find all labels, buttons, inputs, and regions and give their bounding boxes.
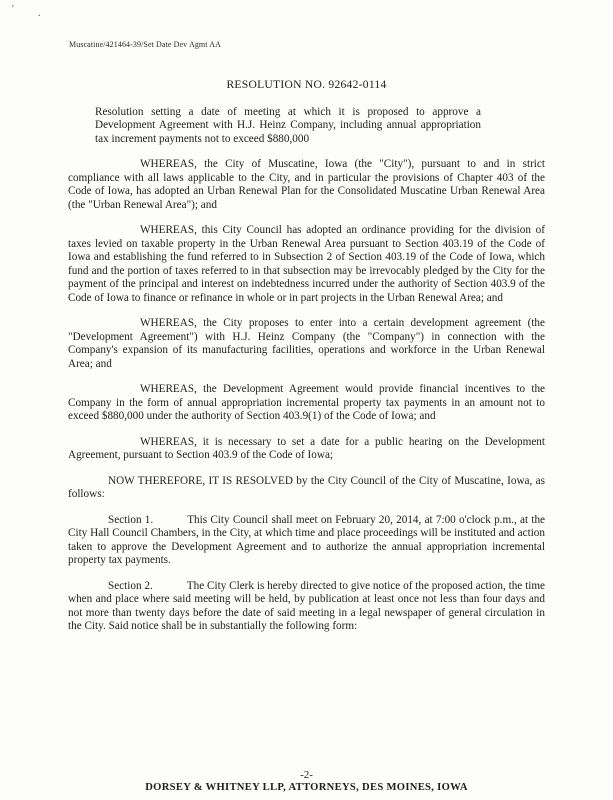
- section-1-label: Section 1.: [108, 513, 154, 526]
- whereas-paragraph-2: WHEREAS, this City Council has adopted an ordinance providing for the division of taxes levied on taxable property in the Urban Renewal Area pursuant to Section 403.19 of the Code of Iowa and establishing the fund referred to in Subsection 2 of Section 403.19 of the Code of Iowa, which fund and the portion of taxes referred to in that subsection may be irrevocably pledged by the City for the payment of the principal and interest on indebtedness incurred under the authority of Section 403.9 of the Code of Iowa to finance or refinance in whole or in part projects in the Urban Renewal Area; and: [68, 224, 545, 304]
- whereas-paragraph-1: WHEREAS, the City of Muscatine, Iowa (the "City"), pursuant to and in strict compliance with all laws applicable to the City, and in particular the provisions of Chapter 403 of the Code of Iowa, has adopted an Urban Renewal Plan for the Consolidated Muscatine Urban Renewal Area (the "Urban Renewal Area"); and: [68, 158, 545, 211]
- section-1-paragraph: [68, 514, 545, 568]
- attorneys-line: DORSEY & WHITNEY LLP, ATTORNEYS, DES MOINES, IOWA: [145, 782, 468, 793]
- whereas-paragraph-3: WHEREAS, the City proposes to enter into a certain development agreement (the "Development Agreement") with H.J. Heinz Company (the "Company") in connection with the Company's expansion of its manufacturing facilities, operations and workforce in the Urban Renewal Area; and: [68, 317, 545, 370]
- section-2-label: Section 2.: [108, 579, 153, 592]
- whereas-paragraph-4: WHEREAS, the Development Agreement would provide financial incentives to the Company in the form of annual appropriation incremental property tax payments in an amount not to exceed $880,000 under the authority of Section 403.9(1) of the Code of Iowa; and: [68, 383, 545, 422]
- resolution-summary: Resolution setting a date of meeting at which it is proposed to approve a Development Agreement with H.J. Heinz Company, including annual appropriation tax increment payments not to exceed $880,000: [95, 105, 481, 145]
- file-reference: Muscatine/421464-39/Set Date Dev Agmt AA: [69, 40, 221, 49]
- section-2-text: The City Clerk is hereby directed to give notice of the proposed action, the time when and place where said meeting will be held, by publication at least once not less than four days and not more than twenty days before the date of said meeting in a legal newspaper of general circulation in the City. Said notice shall be in substantially the following form:: [68, 579, 545, 632]
- resolved-paragraph: NOW THEREFORE, IT IS RESOLVED by the City Council of the City of Muscatine, Iowa, as follows:: [68, 474, 545, 500]
- scan-artifact: .: [38, 8, 41, 19]
- resolution-title: RESOLUTION NO. 92642-0114: [226, 78, 387, 91]
- section-1-text: This City Council shall meet on February 20, 2014, at 7:00 o'clock p.m., at the City Hall Council Chambers, in the City, at which time and place proceedings will be instituted and action taken to approve the Development Agreement and to authorize the annual appropriation incremental property tax payments.: [68, 513, 546, 566]
- whereas-paragraph-5: WHEREAS, it is necessary to set a date for a public hearing on the Development Agreement, pursuant to Section 403.9 of the Code of Iowa;: [68, 435, 545, 461]
- page-number: -2-: [300, 769, 313, 781]
- page-footer: [0, 769, 613, 793]
- scan-artifact: ': [12, 4, 14, 15]
- section-2-paragraph: [68, 580, 545, 634]
